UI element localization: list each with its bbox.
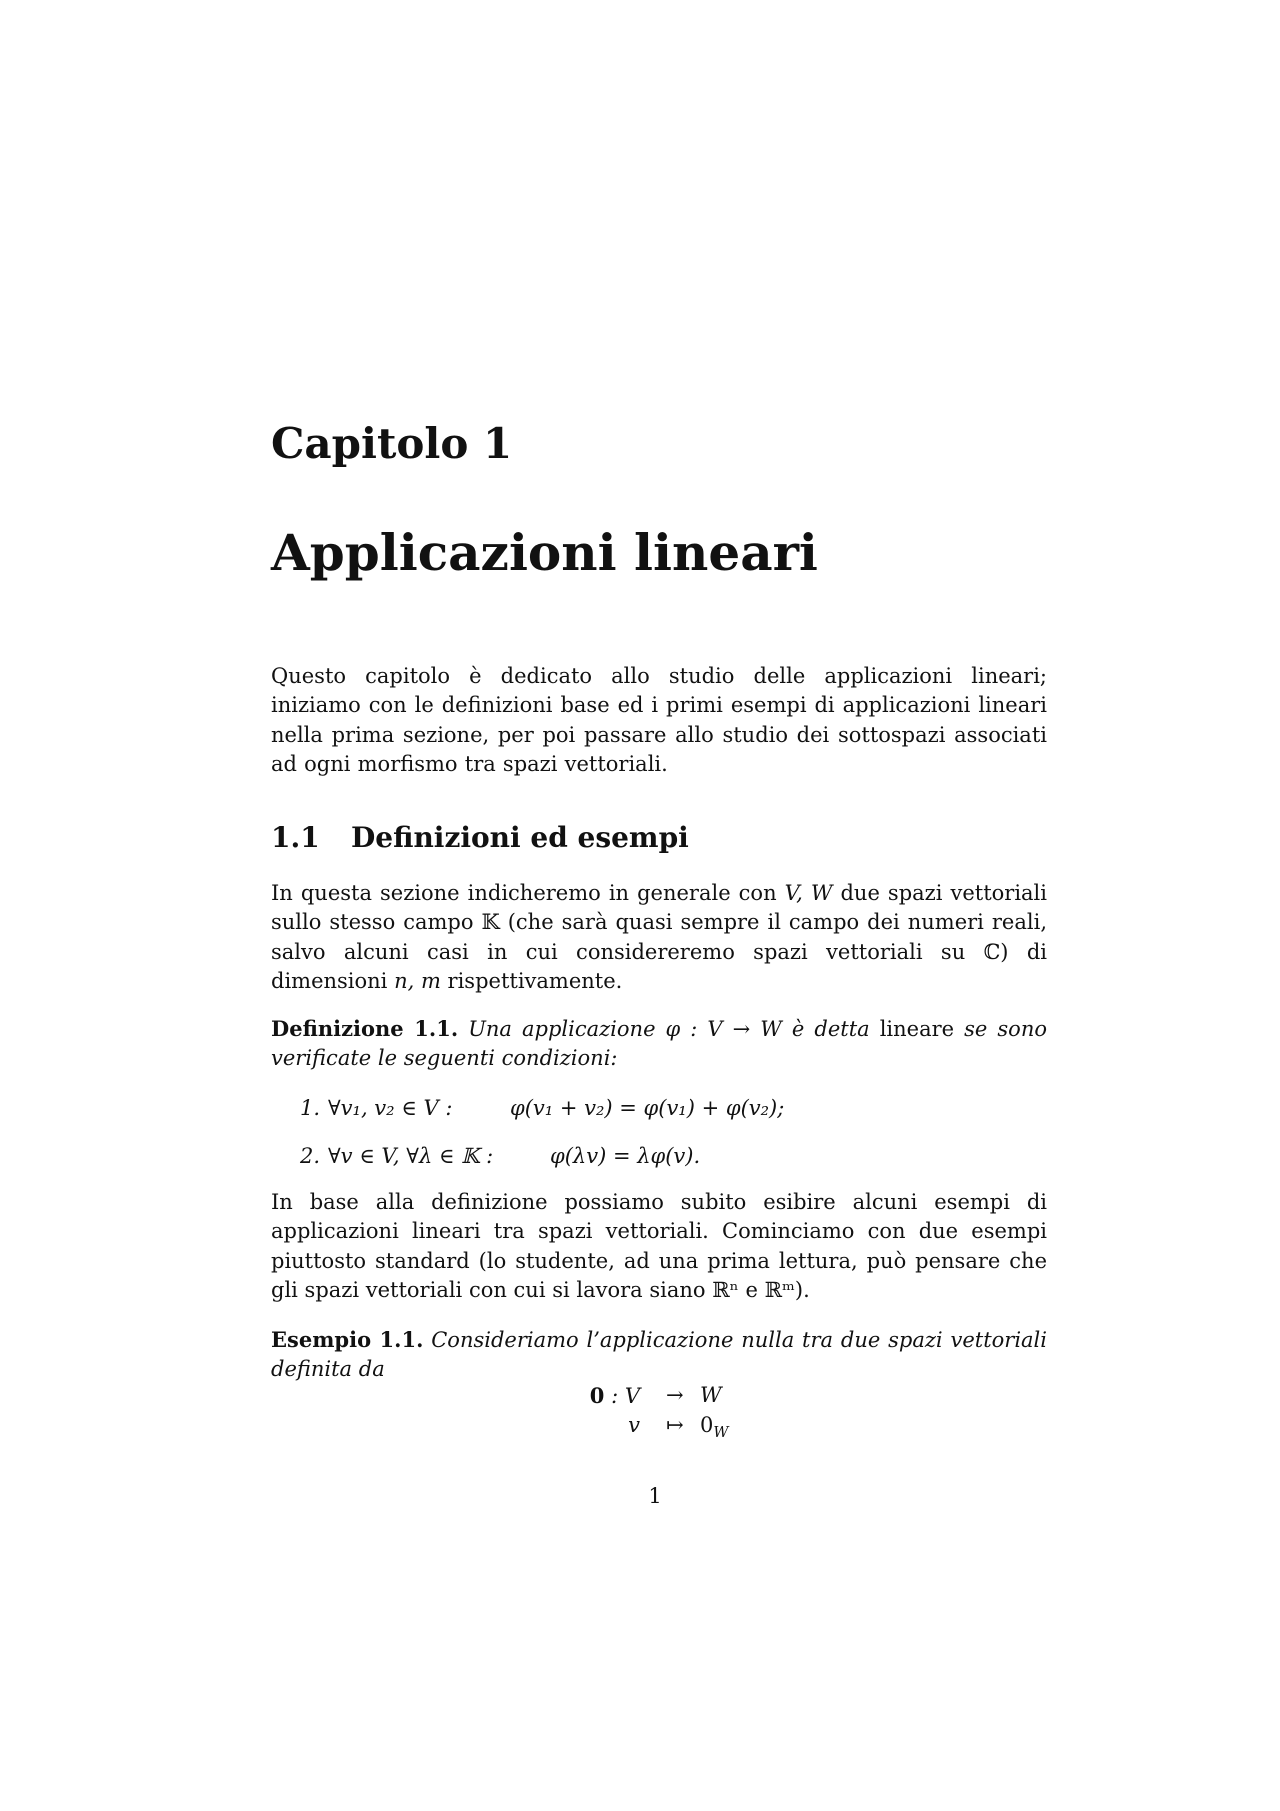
section-text-2: due spazi vettoriali sullo stesso campo 𝕂 (che sarà quasi sempre il campo dei numeri reali, salvo alcuni casi in cui considereremo spazi vettoriali su ℂ) di dimensioni xyxy=(271,881,1047,993)
section-text-1: In questa sezione indicheremo in generale con xyxy=(271,881,785,905)
condition-formula: φ(v₁ + v₂) = φ(v₁) + φ(v₂); xyxy=(510,1096,785,1120)
section-text-3: rispettivamente. xyxy=(440,968,623,993)
map-codomain: W xyxy=(700,1383,722,1407)
example-label: Esempio 1.1. xyxy=(271,1327,424,1352)
section-number: 1.1 xyxy=(271,821,320,854)
examples-intro-paragraph xyxy=(271,1188,1047,1305)
section-title: Definizioni ed esempi xyxy=(351,821,689,854)
page-number: 1 xyxy=(648,1484,662,1508)
map-image: $0_W$ xyxy=(700,1413,729,1442)
definition-label: Definizione 1.1. xyxy=(271,1016,459,1041)
definition-keyword: lineare xyxy=(879,1017,955,1041)
condition-quantifier: ∀v₁, v₂ ∈ V : xyxy=(328,1096,453,1120)
math-n-m: n, m xyxy=(394,968,441,993)
map-element: v xyxy=(628,1413,640,1437)
math-v-w: V, W xyxy=(784,881,833,905)
condition-quantifier: ∀v ∈ V, ∀λ ∈ 𝕂 : xyxy=(328,1144,494,1168)
math-r-m: ℝᵐ xyxy=(764,1277,795,1302)
example-1-1 xyxy=(271,1325,1047,1385)
examples-text-2: e xyxy=(738,1277,765,1302)
map-arrow: → xyxy=(666,1383,684,1407)
condition-2 xyxy=(300,1142,701,1171)
definition-text-2: è detta xyxy=(781,1017,880,1041)
condition-formula: φ(λv) = λφ(v). xyxy=(550,1144,701,1168)
chapter-title: Applicazioni lineari xyxy=(271,523,818,582)
definition-text-1: Una applicazione xyxy=(458,1017,666,1041)
examples-text-3: ). xyxy=(794,1277,810,1302)
maps-to-arrow: ↦ xyxy=(666,1413,684,1437)
condition-number: 2. xyxy=(300,1144,321,1168)
definition-text-3: se sono verificate le seguenti condizioni: xyxy=(271,1017,1047,1071)
examples-text-1: In base alla definizione possiamo subito esibire alcuni esempi di applicazioni lineari tra spazi vettoriali. Cominciamo con due esempi piuttosto standard (lo studente, ad una prima lettura, può pensare che gli spazi vettoriali con cui si lavora siano xyxy=(271,1190,1047,1302)
math-phi-map: φ : V → W xyxy=(665,1017,782,1041)
intro-paragraph: Questo capitolo è dedicato allo studio delle applicazioni lineari; iniziamo con le definizioni base ed i primi esempi di applicazioni lineari nella prima sezione, per poi passare allo studio dei sottospazi associati ad ogni morfismo tra spazi vettoriali. xyxy=(271,664,1047,776)
definition-1-1 xyxy=(271,1014,1047,1074)
condition-1 xyxy=(300,1094,785,1123)
section-paragraph xyxy=(271,879,1047,996)
map-domain: 0 : V xyxy=(589,1383,640,1408)
chapter-label: Capitolo 1 xyxy=(271,419,513,468)
example-text: Consideriamo l’applicazione nulla tra due spazi vettoriali definita da xyxy=(271,1328,1047,1382)
condition-number: 1. xyxy=(300,1096,321,1120)
section-heading xyxy=(271,820,1047,856)
math-r-n: ℝⁿ xyxy=(712,1277,739,1302)
